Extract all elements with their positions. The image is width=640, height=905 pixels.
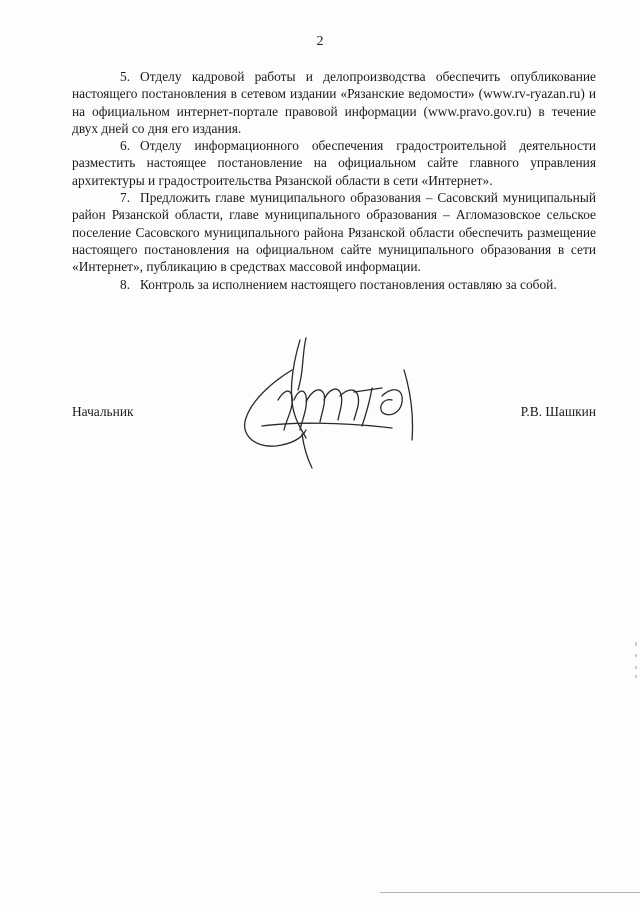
paragraph-text: Отделу информационного обеспечения градостроительной деятельности разместить настоящее постановление на официальном сайте главного управления архитектуры и градостроительства Рязанской области в сети «Интернет». bbox=[72, 138, 596, 188]
paragraph-6 bbox=[72, 137, 596, 189]
handwritten-signature bbox=[232, 330, 432, 470]
page-number: 2 bbox=[316, 34, 324, 49]
paragraph-number: 6. bbox=[120, 138, 131, 154]
paragraph-text: Предложить главе муниципального образования – Сасовский муниципальный район Рязанской области, главе муниципального образования – Агломазовское сельское поселение Сасовского муниципального района Рязанской области обеспечить размещение настоящего постановления на официальном сайте муниципального образования в сети «Интернет», публикацию в средствах массовой информации. bbox=[72, 190, 596, 275]
paragraph-8 bbox=[72, 276, 596, 293]
paragraph-number: 7. bbox=[120, 190, 131, 206]
paragraph-number: 8. bbox=[120, 276, 131, 292]
paragraph-5 bbox=[72, 68, 596, 137]
signatory-title: Начальник bbox=[72, 404, 134, 419]
scan-edge-mark bbox=[635, 640, 638, 680]
signatory-name: Р.В. Шашкин bbox=[520, 404, 596, 419]
scan-bottom-edge bbox=[380, 892, 640, 893]
paragraph-number: 5. bbox=[120, 69, 131, 84]
signature-block bbox=[72, 404, 596, 424]
paragraph-text: Отделу кадровой работы и делопроизводства обеспечить опубликование настоящего постановления в сетевом издании «Рязанские ведомости» (www.rv-ryazan.ru) и на официальном интернет-портале правовой информации (www.pravo.gov.ru) в течение двух дней со дня его издания. bbox=[72, 69, 596, 136]
document-body bbox=[72, 68, 596, 293]
paragraph-7 bbox=[72, 189, 596, 275]
paragraph-text: Контроль за исполнением настоящего постановления оставляю за собой. bbox=[140, 276, 557, 292]
